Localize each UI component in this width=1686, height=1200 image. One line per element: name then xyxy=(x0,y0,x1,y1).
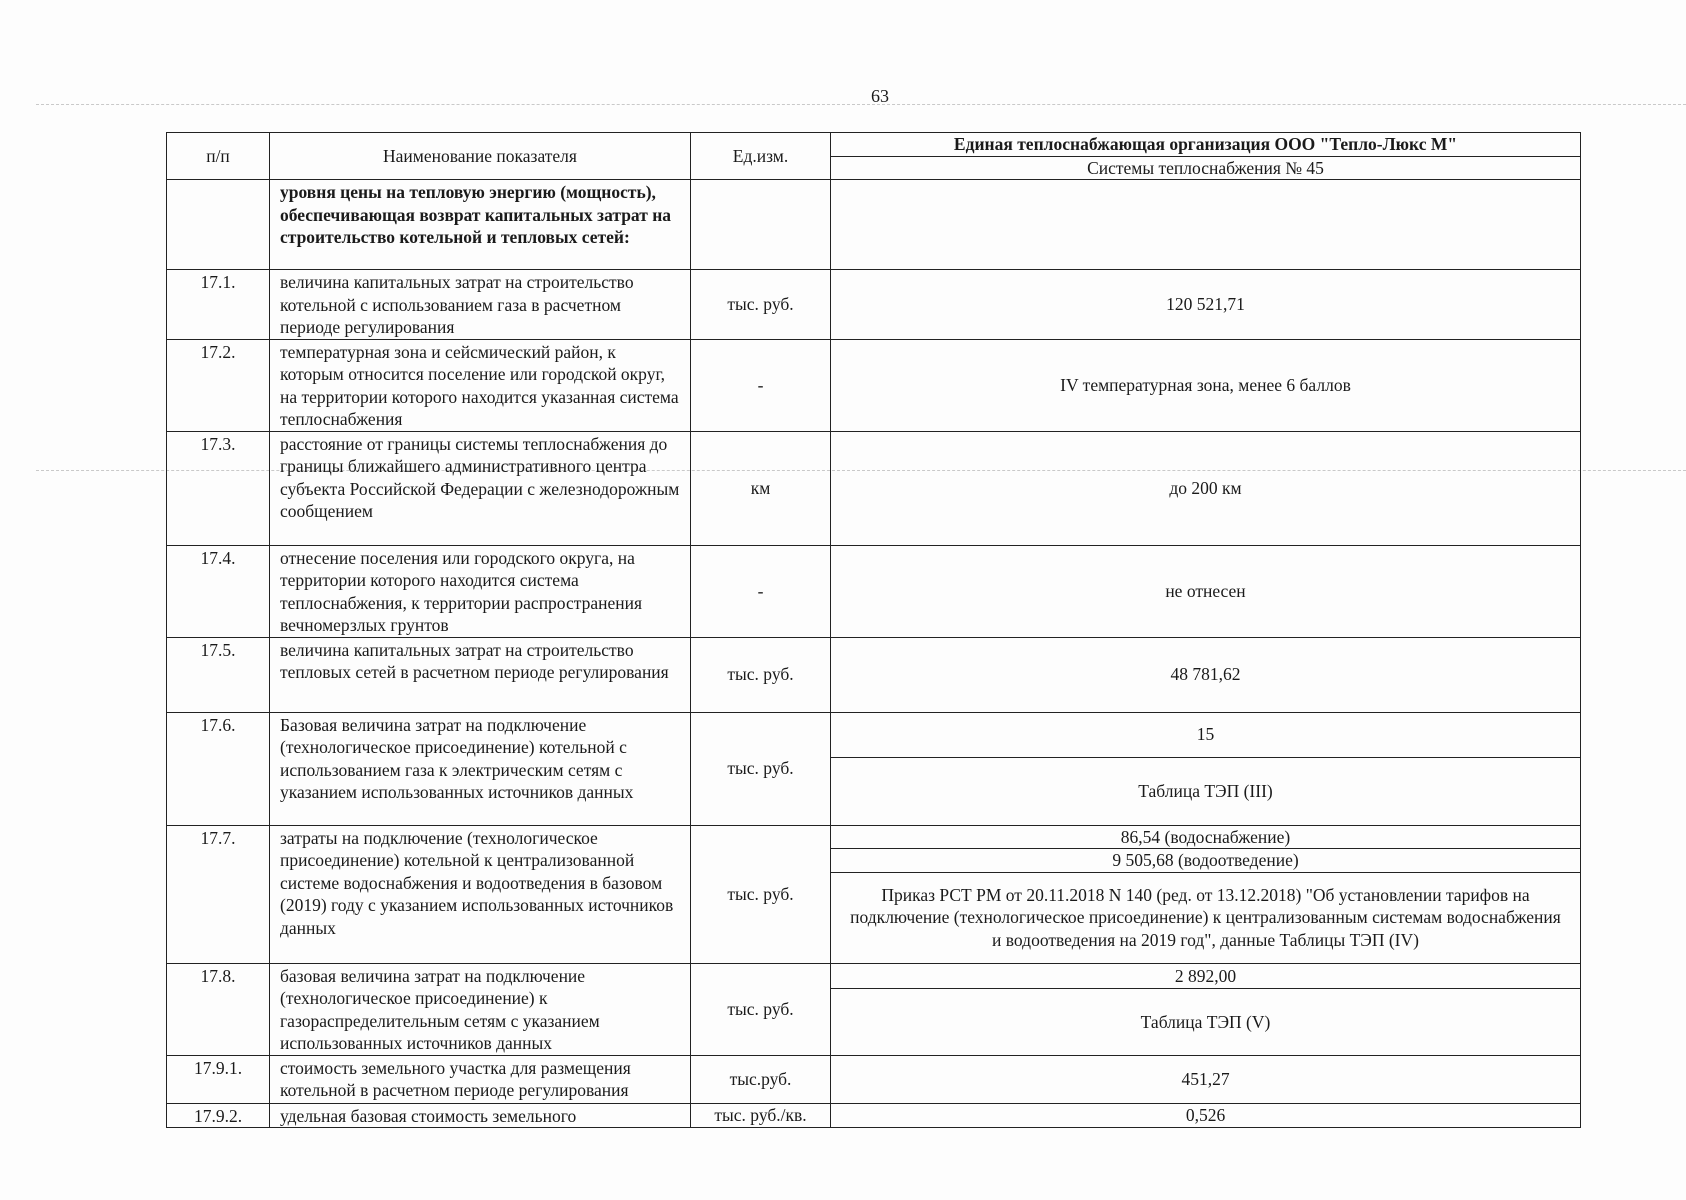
row-value xyxy=(831,180,1581,270)
table-row xyxy=(167,1055,1581,1103)
row-value: 451,27 xyxy=(831,1055,1581,1103)
header-unit: Ед.изм. xyxy=(691,133,831,180)
row-unit: тыс. руб. xyxy=(691,270,831,340)
row-unit xyxy=(691,180,831,270)
table-row xyxy=(167,637,1581,712)
row-name: расстояние от границы системы теплоснабжения до границы ближайшего административного центра субъекта Российской Федерации с железнодорожным сообщением xyxy=(270,431,691,545)
row-value: 48 781,62 xyxy=(831,637,1581,712)
scan-artifact-line xyxy=(36,104,1686,105)
row-unit: - xyxy=(691,339,831,431)
row-num: 17.2. xyxy=(167,339,270,431)
header-organization: Единая теплоснабжающая организация ООО "Тепло-Люкс М" xyxy=(831,133,1581,157)
header-system: Системы теплоснабжения № 45 xyxy=(831,156,1581,180)
row-name: уровня цены на тепловую энергию (мощность), обеспечивающая возврат капитальных затрат на строительство котельной и тепловых сетей: xyxy=(270,180,691,270)
row-num: 17.9.1. xyxy=(167,1055,270,1103)
row-unit: тыс. руб. xyxy=(691,963,831,1055)
row-unit: тыс. руб. xyxy=(691,712,831,825)
table-row xyxy=(167,712,1581,757)
header-name: Наименование показателя xyxy=(270,133,691,180)
row-num: 17.9.2. xyxy=(167,1103,270,1128)
row-name: отнесение поселения или городского округа, на территории которого находится система теплоснабжения, к территории распространения вечномерзлых грунтов xyxy=(270,545,691,637)
row-value: 0,526 xyxy=(831,1103,1581,1128)
row-name: затраты на подключение (технологическое присоединение) котельной к централизованной системе водоснабжения и водоотведения в базовом (2019) году с указанием использованных источников данных xyxy=(270,825,691,963)
row-value: не отнесен xyxy=(831,545,1581,637)
row-value: 86,54 (водоснабжение) xyxy=(831,825,1581,849)
row-num: 17.5. xyxy=(167,637,270,712)
row-value: 120 521,71 xyxy=(831,270,1581,340)
table-row xyxy=(167,180,1581,270)
row-unit: тыс.руб. xyxy=(691,1055,831,1103)
row-name: величина капитальных затрат на строительство тепловых сетей в расчетном периоде регулирования xyxy=(270,637,691,712)
row-unit: - xyxy=(691,545,831,637)
row-value: 2 892,00 xyxy=(831,963,1581,989)
row-name: температурная зона и сейсмический район, к которым относится поселение или городской округ, на территории которого находится указанная система теплоснабжения xyxy=(270,339,691,431)
row-value-source: Таблица ТЭП (V) xyxy=(831,989,1581,1055)
table-row xyxy=(167,963,1581,989)
row-value-source: Таблица ТЭП (III) xyxy=(831,757,1581,825)
header-num: п/п xyxy=(167,133,270,180)
row-value: до 200 км xyxy=(831,431,1581,545)
tep-table xyxy=(166,132,1581,1128)
row-num xyxy=(167,180,270,270)
row-name: Базовая величина затрат на подключение (технологическое присоединение) котельной с использованием газа к электрическим сетям с указанием использованных источников данных xyxy=(270,712,691,825)
row-value: 9 505,68 (водоотведение) xyxy=(831,849,1581,873)
page-number: 63 xyxy=(871,86,889,106)
row-unit: км xyxy=(691,431,831,545)
row-name: базовая величина затрат на подключение (технологическое присоединение) к газораспределительным сетям с указанием использованных источников данных xyxy=(270,963,691,1055)
table-row xyxy=(167,431,1581,545)
row-name: величина капитальных затрат на строительство котельной с использованием газа в расчетном периоде регулирования xyxy=(270,270,691,340)
table-row xyxy=(167,270,1581,340)
table-row xyxy=(167,825,1581,849)
row-num: 17.4. xyxy=(167,545,270,637)
row-unit: тыс. руб. xyxy=(691,637,831,712)
table-row xyxy=(167,339,1581,431)
row-num: 17.6. xyxy=(167,712,270,825)
row-num: 17.7. xyxy=(167,825,270,963)
table-row xyxy=(167,545,1581,637)
row-value: IV температурная зона, менее 6 баллов xyxy=(831,339,1581,431)
row-name: удельная базовая стоимость земельного xyxy=(270,1103,691,1128)
table-row xyxy=(167,1103,1581,1128)
row-num: 17.8. xyxy=(167,963,270,1055)
row-num: 17.1. xyxy=(167,270,270,340)
row-value: 15 xyxy=(831,712,1581,757)
row-num: 17.3. xyxy=(167,431,270,545)
row-unit: тыс. руб./кв. xyxy=(691,1103,831,1128)
row-name: стоимость земельного участка для размещения котельной в расчетном периоде регулирования xyxy=(270,1055,691,1103)
row-value-source: Приказ РСТ РМ от 20.11.2018 N 140 (ред. от 13.12.2018) "Об установлении тарифов на подключение (технологическое присоединение) к централизованным системам водоснабжения и водоотведения на 2019 год", данные Таблицы ТЭП (IV) xyxy=(831,872,1581,963)
row-unit: тыс. руб. xyxy=(691,825,831,963)
